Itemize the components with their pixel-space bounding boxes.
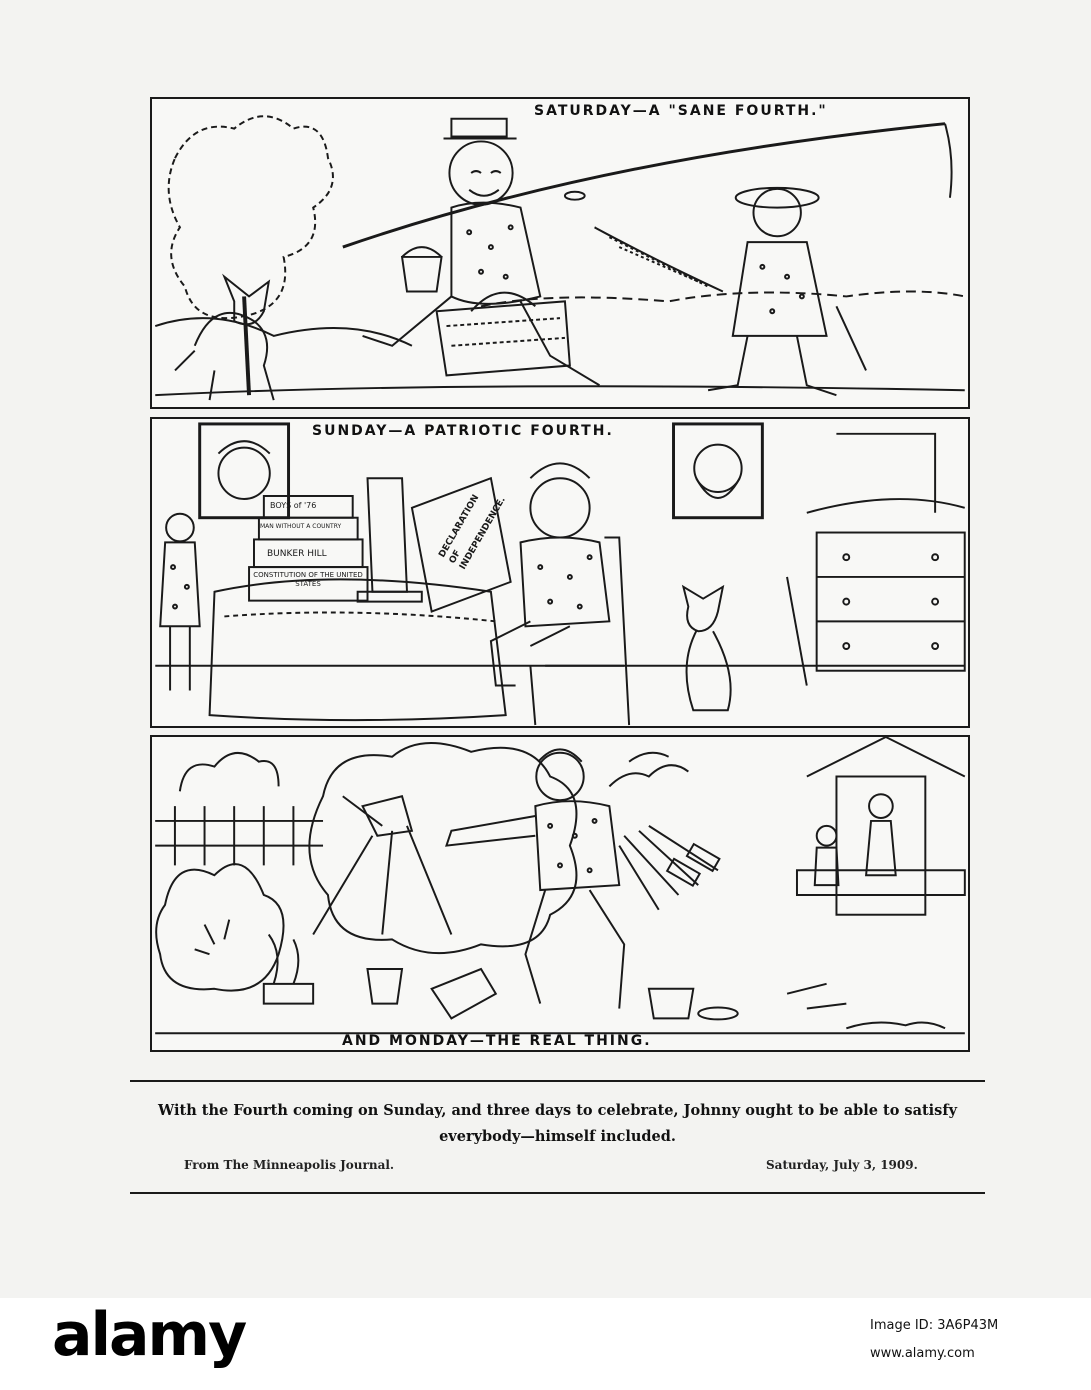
- stock-image-id: Image ID: 3A6P43M: [870, 1318, 999, 1333]
- book-boys-of-76: BOYS of '76: [270, 501, 317, 510]
- book-man-without-country: MAN WITHOUT A COUNTRY: [260, 523, 342, 530]
- book-declaration: DECLARATION OF INDEPENDENCE.: [437, 493, 508, 572]
- date-line: Saturday, July 3, 1909.: [766, 1158, 918, 1172]
- book-bunker-hill: BUNKER HILL: [267, 549, 327, 559]
- panel-caption-monday: AND MONDAY—THE REAL THING.: [342, 1033, 652, 1049]
- source-line: From The Minneapolis Journal.: [184, 1158, 395, 1172]
- stock-logo: alamy: [52, 1300, 246, 1370]
- caption-bottom-rule: [130, 1192, 985, 1194]
- caption-top-rule: [130, 1080, 985, 1082]
- panel-caption-sunday: SUNDAY—A PATRIOTIC FOURTH.: [312, 423, 614, 439]
- panel-caption-saturday: SATURDAY—A "SANE FOURTH.": [534, 103, 828, 119]
- panel-sunday: [150, 417, 970, 728]
- book-constitution: CONSTITUTION OF THE UNITED STATES: [253, 571, 363, 588]
- saturday-illustration: [152, 99, 968, 407]
- panel-saturday: [150, 97, 970, 409]
- stock-url: www.alamy.com: [870, 1346, 975, 1361]
- panel-monday: [150, 735, 970, 1052]
- monday-illustration: [152, 737, 968, 1050]
- cartoon-caption: With the Fourth coming on Sunday, and three days to celebrate, Johnny ought to be able to satisfy everybody—himself included.: [157, 1102, 958, 1145]
